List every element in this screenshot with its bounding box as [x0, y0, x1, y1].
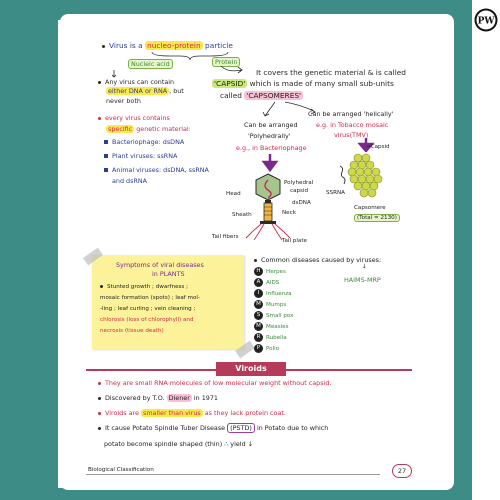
note-line-1: Stunted growth ; dwarfness ;: [100, 284, 188, 291]
note-line-2: mosaic formation (spots) ; leaf mol-: [100, 295, 200, 301]
specific-line-2: specific genetic material:: [108, 125, 191, 133]
chapter-footer: Biological Classification: [88, 467, 154, 473]
note-line-5: necrosis (tissue death): [100, 328, 164, 334]
capsid-line-3: called 'CAPSOMERES': [220, 91, 302, 100]
note-title-1: Symptoms of viral diseases: [116, 261, 204, 269]
tmv-total-label: (Total = 2130): [354, 215, 400, 222]
common-diseases-title: Common diseases caused by viruses:: [254, 256, 381, 264]
specific-item-2: Plant viruses: ssRNA: [104, 152, 177, 160]
viroids-point-4: It cause Potato Spindle Tuber Disease (PSTD) in Potato due to which: [98, 424, 328, 432]
disease-item: A AIDS: [254, 278, 279, 287]
specific-item-4: and dsRNA: [112, 177, 148, 185]
viroids-heading: Viroids: [216, 362, 286, 376]
dna-rna-text-2: either DNA or RNA , but: [108, 87, 184, 95]
viroids-point-5: potato become spindle shaped (thin) ∴ yield ↓: [104, 440, 254, 448]
specific-item-1: Bacteriophage: dsDNA: [104, 138, 184, 146]
phage-sheath-label: Sheath: [232, 212, 252, 218]
page-number: 27: [392, 464, 412, 478]
viroids-point-3: Viroids are smaller than virus as they lack protein coat.: [98, 409, 286, 417]
phage-capsid-label-2: capsid: [290, 188, 309, 194]
disease-item: H Herpes: [254, 267, 286, 276]
disease-item: M Measles: [254, 322, 289, 331]
svg-text:PW: PW: [477, 16, 495, 27]
down-arrow-icon: [260, 154, 280, 172]
disease-item: R Rubella: [254, 333, 287, 342]
helical-line-3: virus(TMV): [334, 131, 369, 139]
tmv-ssrna-label: SSRNA: [326, 190, 345, 196]
polyhedral-line-3: e.g., in Bacteriophage: [236, 144, 307, 152]
polyhedral-line-1: Can be arranged: [244, 121, 298, 129]
tmv-capsomere-label: Capsomere: [354, 205, 386, 211]
disease-item: M Mumps: [254, 300, 286, 309]
virus-definition: Virus is a nucleo-protein particle: [102, 41, 233, 50]
mnemonic: HAIMS-MRP: [344, 276, 381, 284]
note-line-4: chlorosis (loss of chlorophyll) and: [100, 317, 194, 323]
helical-line-1: Can be arranged 'helically': [308, 110, 394, 118]
disease-item: P Polio: [254, 344, 279, 353]
phage-tail-fibers-label: Tail fibers: [212, 234, 239, 240]
tmv-diagram: [338, 150, 388, 200]
protein-label: Protein: [212, 58, 240, 66]
specific-line-1: every virus contains: [98, 114, 170, 122]
helical-line-2: e.g. in Tobacco mosaic: [316, 121, 389, 129]
disease-item: I Influenza: [254, 289, 292, 298]
viroids-point-2: Discovered by T.O. Diener in 1971: [98, 394, 218, 402]
phage-neck-label: Neck: [282, 210, 296, 216]
viroids-point-1: They are small RNA molecules of low molecular weight without capsid.: [98, 379, 331, 387]
disease-item: S Small pox: [254, 311, 293, 320]
nucleic-acid-label: Nucleic acid: [128, 60, 173, 68]
tmv-capsid-label: →Capsid: [366, 144, 390, 150]
capsid-line-2: 'CAPSID' which is made of many small sub-units: [214, 79, 394, 88]
mnemonic-arrow: ↓: [362, 264, 367, 270]
phage-capsid-label-1: Polyhedral: [284, 180, 314, 186]
footer-divider: [86, 474, 380, 475]
note-line-3: -ling ; leaf curling ; vein cleaning ;: [100, 306, 196, 312]
note-title-2: in PLANTS: [152, 270, 185, 278]
left-border: [0, 0, 58, 500]
specific-item-3: Animal viruses: dsDNA, ssRNA: [104, 166, 209, 174]
dna-rna-text-3: never both: [106, 97, 141, 105]
phage-tail-plate-label: Tail plate: [282, 238, 307, 244]
polyhedral-line-2: 'Polyhedrally': [248, 132, 291, 140]
arrow-icon: [220, 64, 250, 74]
phage-head-label: Head: [226, 191, 241, 197]
capsid-line-1: It covers the genetic material & is called: [256, 68, 406, 77]
pw-logo-icon: [474, 8, 498, 32]
phage-dsdna-label: dsDNA: [292, 200, 311, 206]
dna-rna-text: Any virus can contain: [98, 78, 174, 86]
